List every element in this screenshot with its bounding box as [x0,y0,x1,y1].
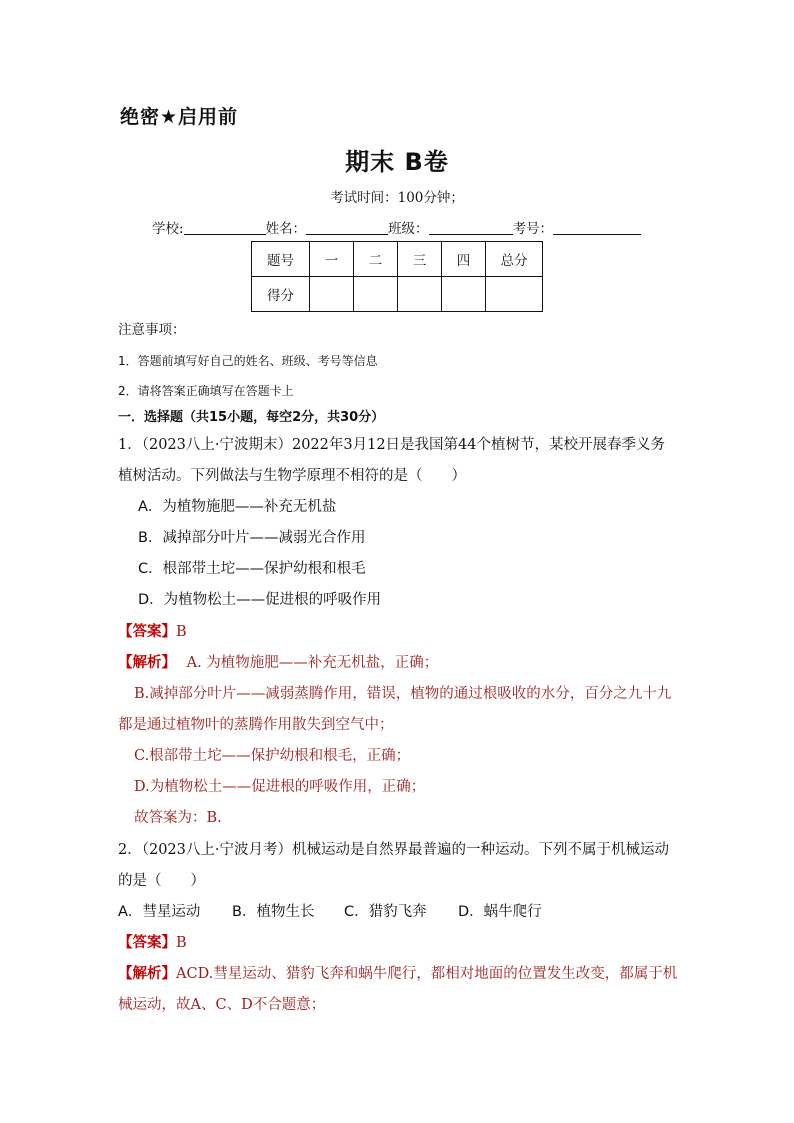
score-cell[interactable] [354,277,398,312]
analysis-text: 械运动，故A、C、D不合题意； [118,997,326,1013]
number-label: 考号： [512,221,554,237]
score-cell[interactable] [310,277,354,312]
analysis-text: ACD.彗星运动、猎豹飞奔和蜗牛爬行，都相对地面的位置发生改变，都属于机 [176,966,678,982]
q1-option-b: B．减掉部分叶片——减弱光合作用 [138,530,366,546]
q1-answer [118,620,187,641]
q2-options-row [118,900,542,921]
score-cell: 四 [442,242,486,277]
analysis-text: D.为植物松土——促进根的呼吸作用，正确； [134,779,426,795]
notes-heading: 注意事项： [118,322,186,338]
q2-option-d: D．蜗牛爬行 [458,904,542,920]
name-blank[interactable] [306,220,388,235]
q2-stem-line: 的是（ ） [118,873,205,889]
q1-option-c: C．根部带土坨——保护幼根和根毛 [138,561,366,577]
secret-mark: 绝密★启用前 [120,106,239,128]
exam-time: 考试时间：100分钟； [330,190,464,206]
q1-option-a: A．为植物施肥——补充无机盐 [138,499,337,515]
school-label: 学校: [152,221,184,237]
score-cell: 一 [310,242,354,277]
q2-option-a: A．彗星运动 [118,904,201,920]
score-table-header-row [252,242,543,277]
q2-answer [118,931,187,952]
score-table-score-row [252,277,543,312]
score-cell: 三 [398,242,442,277]
score-cell: 得分 [252,277,310,312]
q1-option-d: D．为植物松土——促进根的呼吸作用 [138,592,382,608]
analysis-text: 都是通过植物叶的蒸腾作用散失到空气中； [118,717,394,733]
score-cell: 题号 [252,242,310,277]
name-label: 姓名： [265,221,307,237]
analysis-label: 【解析】 [118,966,176,982]
score-cell[interactable] [486,277,543,312]
score-cell: 总分 [486,242,543,277]
score-table [251,241,543,312]
answer-label: 【答案】 [118,935,176,951]
note-item: 2．请将答案正确填写在答题卡上 [118,384,294,398]
analysis-label: 【解析】 [118,655,176,671]
student-info-row [152,217,641,237]
class-label: 班级： [388,221,429,237]
answer-value: B [176,624,187,640]
q2-analysis [118,962,677,983]
score-cell: 二 [354,242,398,277]
school-blank[interactable] [184,220,266,235]
analysis-conclusion: 故答案为：B. [134,810,222,826]
class-blank[interactable] [429,220,513,235]
answer-label: 【答案】 [118,624,176,640]
section-heading: 一．选择题（共15小题，每空2分，共30分） [118,410,385,425]
answer-value: B [176,935,187,951]
analysis-text: B.减掉部分叶片——减弱蒸腾作用，错误，植物的通过根吸收的水分，百分之九十九 [134,686,672,702]
q1-analysis [118,651,438,672]
number-blank[interactable] [553,220,641,235]
analysis-text: A. 为植物施肥——补充无机盐，正确； [186,655,439,671]
page-title: 期末 B卷 [345,148,449,176]
score-cell[interactable] [442,277,486,312]
analysis-text: C.根部带土坨——保护幼根和根毛，正确； [134,748,411,764]
q2-option-b: B．植物生长 [232,904,315,920]
q2-stem-line: 2．（2023八上·宁波月考）机械运动是自然界最普遍的一种运动。下列不属于机械运动 [118,842,669,858]
score-cell[interactable] [398,277,442,312]
q1-stem-line: 1．（2023八上·宁波期末）2022年3月12日是我国第44个植树节，某校开展春季义务 [118,437,666,453]
q2-option-c: C．猎豹飞奔 [344,904,427,920]
q1-stem-line: 植树活动。下列做法与生物学原理不相符的是（ ） [118,468,466,484]
note-item: 1．答题前填写好自己的姓名、班级、考号等信息 [118,354,378,368]
